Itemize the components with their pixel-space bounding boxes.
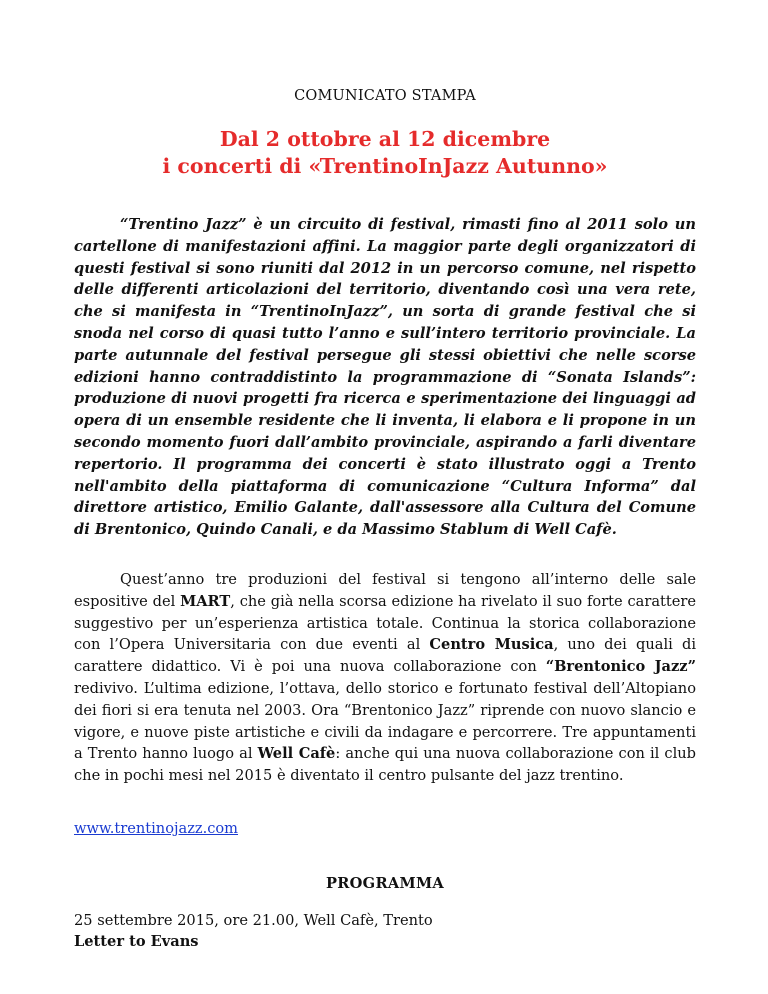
venue-centro-musica: Centro Musica [429, 636, 554, 654]
intro-paragraph: “Trentino Jazz” è un circuito di festival, rimasti fino al 2011 solo un cartellone di manifestazioni affini. La maggior parte degli organizzatori di questi festival si sono riuniti dal 2012 in un percorso comune, nel rispetto delle differenti articolazioni del territorio, diventando così una vera rete, che si manifesta in “TrentinoInJazz”, un sorta di grande festival che si snoda nel corso di quasi tutto l’anno e sull’intero territorio provinciale. La parte autunnale del festival persegue gli stessi obiettivi che nelle scorse edizioni hanno contraddistinto la programmazione di “Sonata Islands”: produzione di nuovi progetti fra ricerca e sperimentazione dei linguaggi ad opera di un ensemble residente che li inventa, li elabora e li propone in un secondo momento fuori dall’ambito provinciale, aspirando a farli diventare repertorio. Il programma dei concerti è stato illustrato oggi a Trento nell'ambito della piattaforma di comunicazione “Cultura Informa” dal direttore artistico, Emilio Galante, dall'assessore alla Cultura del Comune di Brentonico, Quindo Canali, e da Massimo Stablum di Well Cafè. [74, 216, 696, 539]
festival-brentonico-jazz: “Brentonico Jazz” [545, 658, 696, 676]
website-link[interactable]: www.trentinojazz.com [74, 819, 239, 837]
event-title: Letter to Evans [74, 933, 199, 951]
program-event [74, 910, 696, 954]
document-type-label: COMUNICATO STAMPA [294, 88, 476, 104]
body-text-2: , che già nella scorsa edizione ha rivelato il suo forte carattere suggestivo per un’esperienza artistica totale. Continua la storica collaborazione con l’Opera Universitaria con due eventi al [74, 592, 696, 654]
body-text-3: , uno dei quali di carattere didattico. Vi è poi una nuova collaborazione con [74, 636, 696, 676]
title-line-2: i concerti di «TrentinoInJazz Autunno» [162, 154, 608, 178]
venue-mart: MART [180, 592, 231, 610]
body-paragraph [74, 569, 696, 787]
body-text-4: redivivo. L’ultima edizione, l’ottava, dello storico e fortunato festival dell’Altopiano dei fiori si era tenuta nel 2003. Ora “Brentonico Jazz” riprende con nuovo slancio e vigore, e nuove piste artistiche e civili da indagare e percorrere. Tre appuntamenti a Trento hanno luogo al [74, 679, 696, 763]
venue-well-cafe: Well Cafè [257, 745, 336, 763]
title-line-1: Dal 2 ottobre al 12 dicembre [219, 127, 551, 151]
press-release-page [74, 88, 696, 953]
body-text-1: Quest’anno tre produzioni del festival si tengono all’interno delle sale espositive del [74, 570, 696, 610]
program-heading: PROGRAMMA [325, 874, 445, 892]
body-text-5: : anche qui una nuova collaborazione con il club che in pochi mesi nel 2015 è diventato il centro pulsante del jazz trentino. [74, 745, 696, 785]
press-release-title [74, 126, 696, 180]
event-date-line: 25 settembre 2015, ore 21.00, Well Cafè, Trento [74, 911, 433, 929]
